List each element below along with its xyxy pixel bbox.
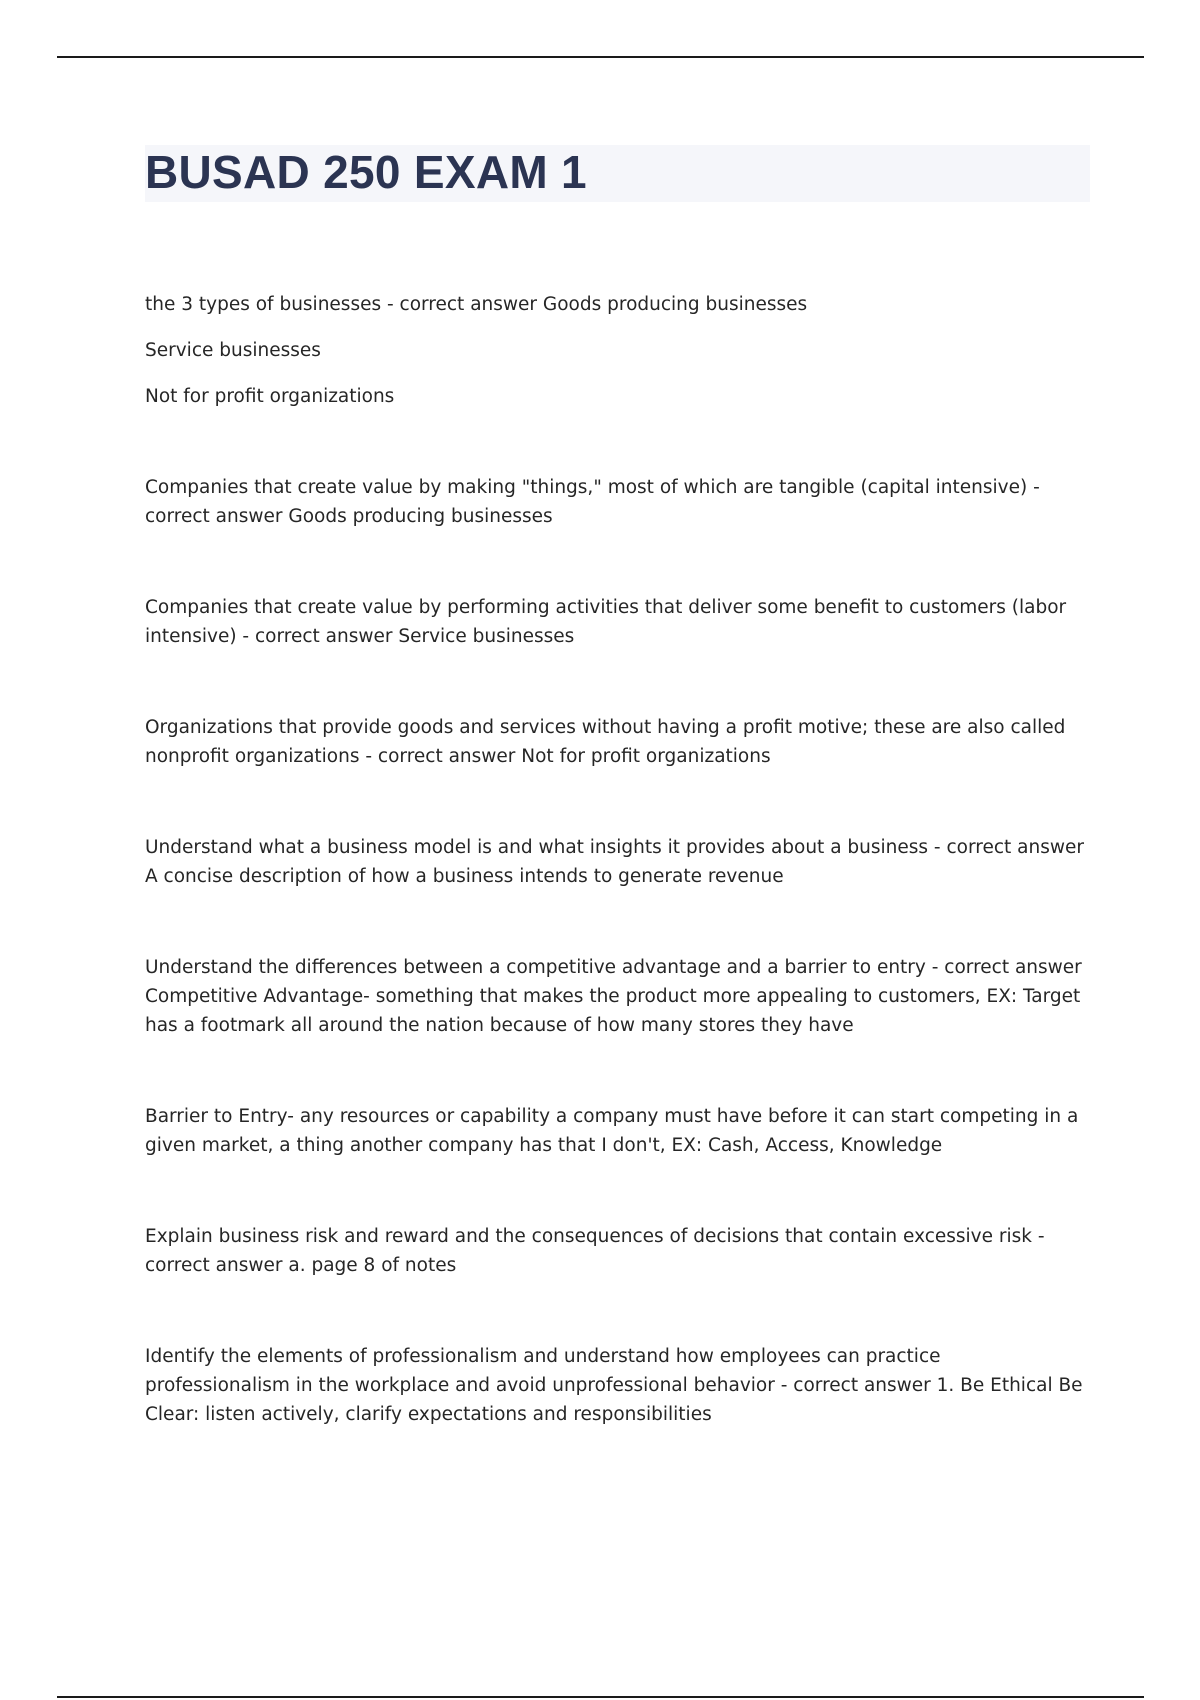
qa-text: Understand the differences between a competitive advantage and a barrier to entry - correct answer Competitive Advantage- something that makes the product more appealing to customers, EX: Target has a footmark all around the nation because of how many stores they have [145, 957, 1082, 1036]
header-rule [57, 56, 1144, 58]
qa-entry-4 [145, 713, 1090, 771]
document-title: BUSAD 250 EXAM 1 [145, 146, 587, 198]
qa-entry-1 [145, 290, 1090, 411]
qa-entry-7 [145, 1102, 1090, 1160]
qa-text: Service businesses [145, 340, 321, 361]
footer-rule [57, 1696, 1144, 1698]
qa-entry-9 [145, 1342, 1090, 1429]
qa-text: Not for profit organizations [145, 386, 395, 407]
qa-text: Identify the elements of professionalism and understand how employees can practice professionalism in the workplace and avoid unprofessional behavior - correct answer 1. Be Ethical Be Clear: listen actively, clarify expectations and responsibilities [145, 1346, 1083, 1425]
qa-text: Barrier to Entry- any resources or capability a company must have before it can start competing in a given market, a thing another company has that I don't, EX: Cash, Access, Knowledge [145, 1106, 1079, 1156]
qa-content [145, 290, 1090, 1429]
qa-text: Companies that create value by performing activities that deliver some benefit to customers (labor intensive) - correct answer Service businesses [145, 597, 1067, 647]
qa-entry-5 [145, 833, 1090, 891]
qa-entry-2 [145, 473, 1090, 531]
qa-text: the 3 types of businesses - correct answer Goods producing businesses [145, 294, 808, 315]
qa-entry-6 [145, 953, 1090, 1040]
qa-entry-8 [145, 1222, 1090, 1280]
qa-text: Companies that create value by making "things," most of which are tangible (capital intensive) - correct answer Goods producing businesses [145, 477, 1040, 527]
qa-text: Understand what a business model is and what insights it provides about a business - correct answer A concise description of how a business intends to generate revenue [145, 837, 1084, 887]
qa-entry-3 [145, 593, 1090, 651]
qa-text: Organizations that provide goods and services without having a profit motive; these are also called nonprofit organizations - correct answer Not for profit organizations [145, 717, 1066, 767]
qa-text: Explain business risk and reward and the consequences of decisions that contain excessive risk - correct answer a. page 8 of notes [145, 1226, 1045, 1276]
